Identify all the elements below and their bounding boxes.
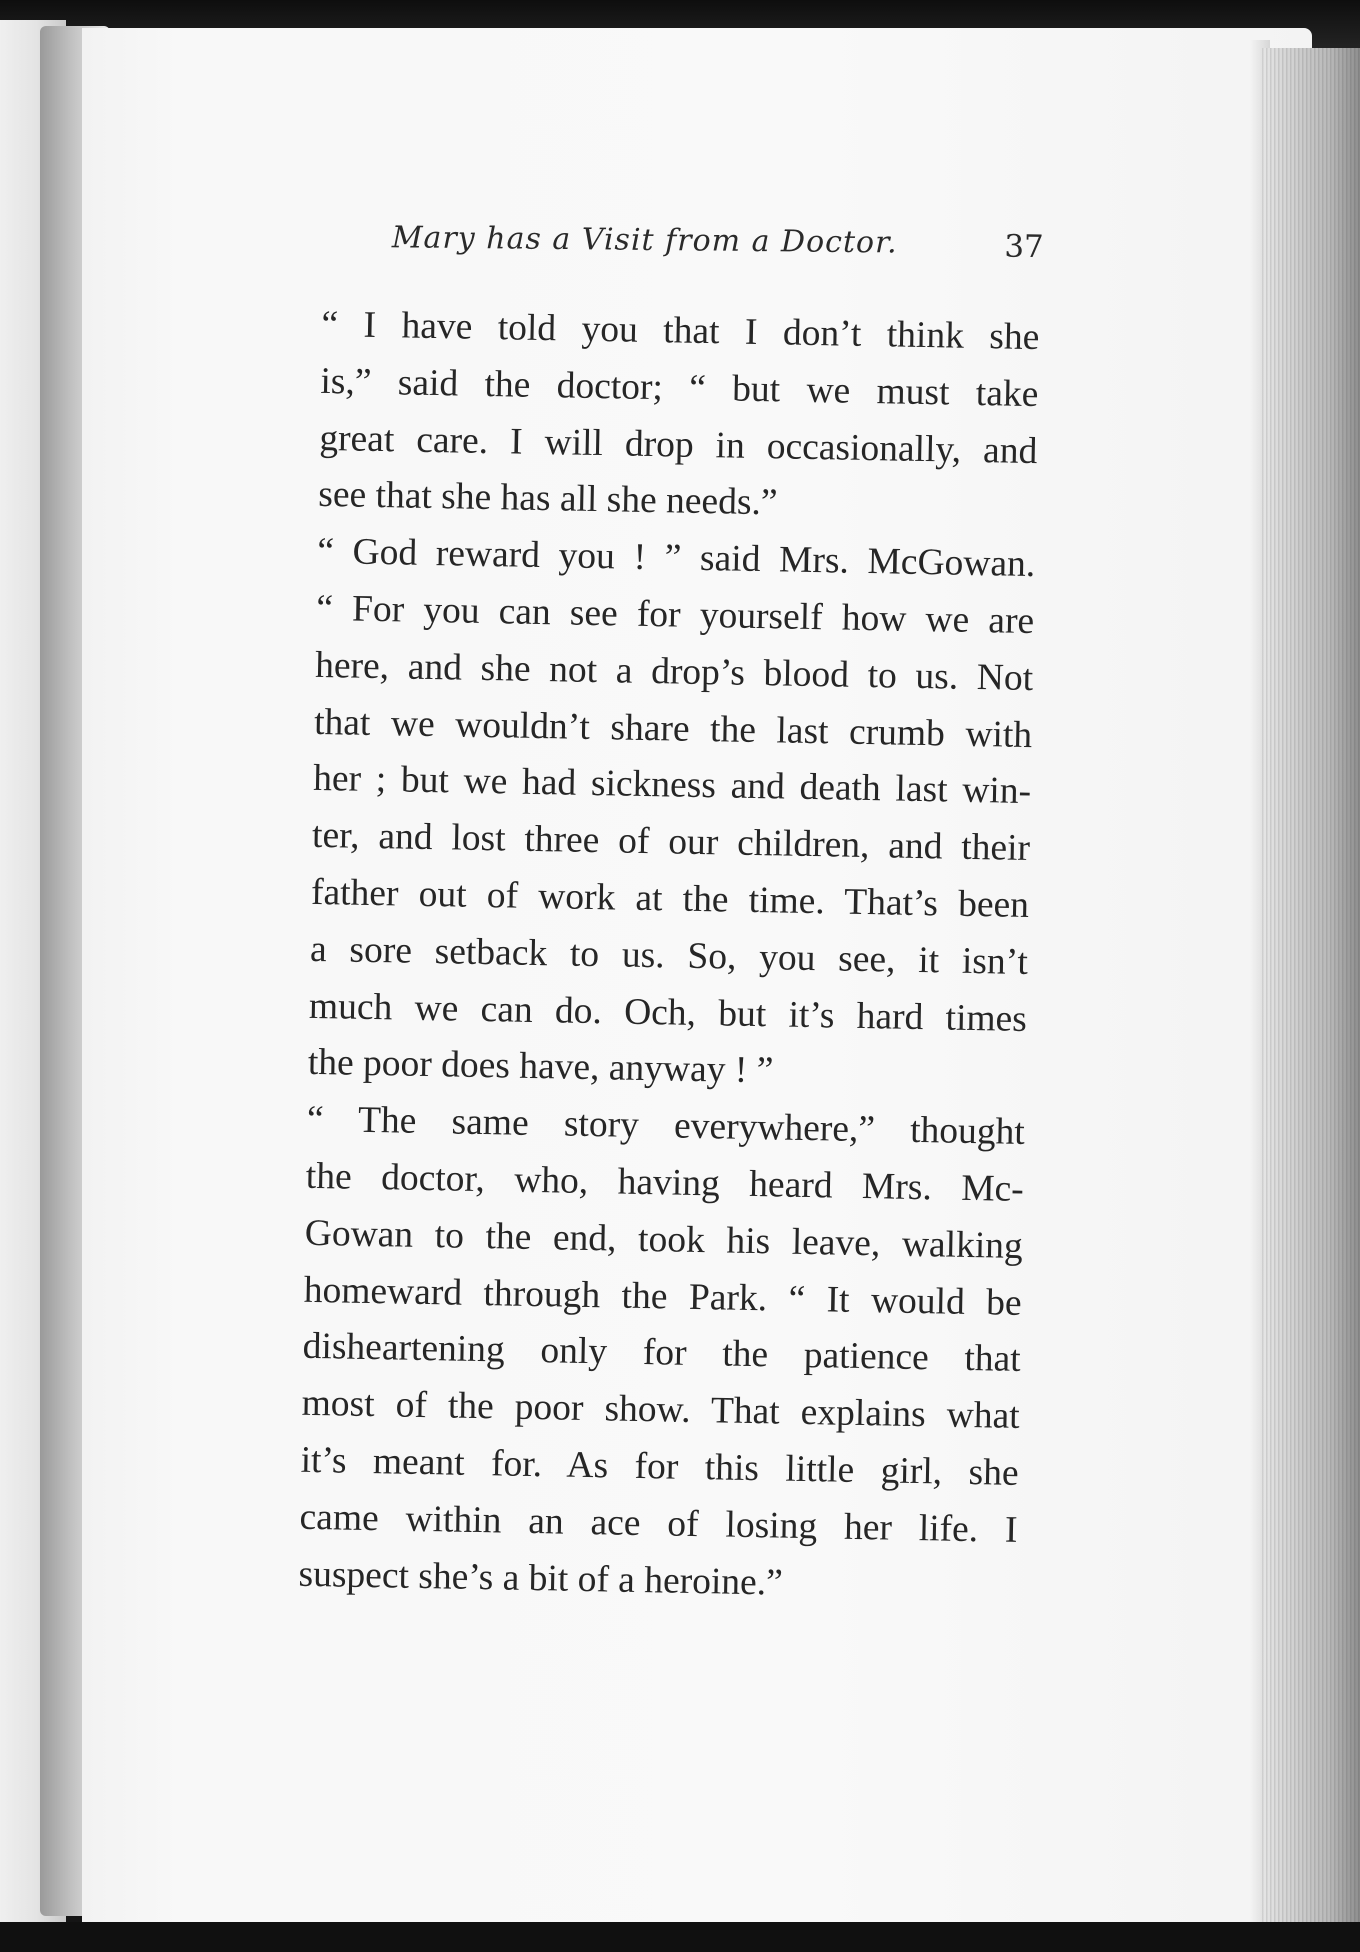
paragraph-2 xyxy=(255,523,1035,1105)
text-line: great care. I will drop in occasionally, and xyxy=(319,417,1038,472)
text-line: “ For you can see for yourself how we are xyxy=(315,587,1035,643)
text-line: that we wouldn’t share the last crumb with xyxy=(313,701,1033,756)
running-title: Mary has a Visit from a Doctor. xyxy=(391,220,898,261)
text-line: Gowan to the end, took his leave, walking xyxy=(304,1212,1024,1267)
text-line: “ God reward you ! ” said Mrs. McGowan. xyxy=(316,531,1036,586)
page-number: 37 xyxy=(1004,228,1044,266)
running-head xyxy=(371,220,1052,287)
text-line: father out of work at the time. That’s been xyxy=(310,871,1030,926)
paragraph-1 xyxy=(266,296,1040,537)
text-line: a sore setback to us. So, you see, it isn’t xyxy=(309,928,1029,983)
text-line: homeward through the Park. “ It would be xyxy=(303,1269,1023,1324)
text-line: “ The same story everywhere,” thought xyxy=(306,1098,1026,1154)
paragraph-3 xyxy=(246,1091,1025,1616)
body-text xyxy=(246,296,1040,1616)
text-line: the doctor, who, having heard Mrs. Mc- xyxy=(305,1155,1025,1210)
page-stack-fore-edge xyxy=(1262,48,1360,1938)
scanner-background-bottom xyxy=(0,1922,1360,1952)
text-line: is,” said the doctor; “ but we must take xyxy=(320,360,1039,415)
text-line: disheartening only for the patience that xyxy=(302,1326,1022,1381)
text-line: ter, and lost three of our children, and their xyxy=(311,815,1031,870)
text-line: see that she has all she needs.” xyxy=(317,474,778,524)
text-line: much we can do. Och, but it’s hard times xyxy=(308,985,1028,1040)
text-line: it’s meant for. As for this little girl, she xyxy=(300,1439,1019,1494)
text-line: the poor does have, anyway ! ” xyxy=(307,1042,774,1092)
text-line: most of the poor show. That explains what xyxy=(301,1382,1020,1438)
text-line: suspect she’s a bit of a heroine.” xyxy=(298,1553,784,1604)
text-line: came within an ace of losing her life. I xyxy=(299,1496,1018,1551)
text-line: “ I have told you that I don’t think she xyxy=(321,303,1040,359)
text-line: her ; but we had sickness and death last win- xyxy=(312,758,1032,813)
text-line: here, and she not a drop’s blood to us. Not xyxy=(314,644,1034,699)
